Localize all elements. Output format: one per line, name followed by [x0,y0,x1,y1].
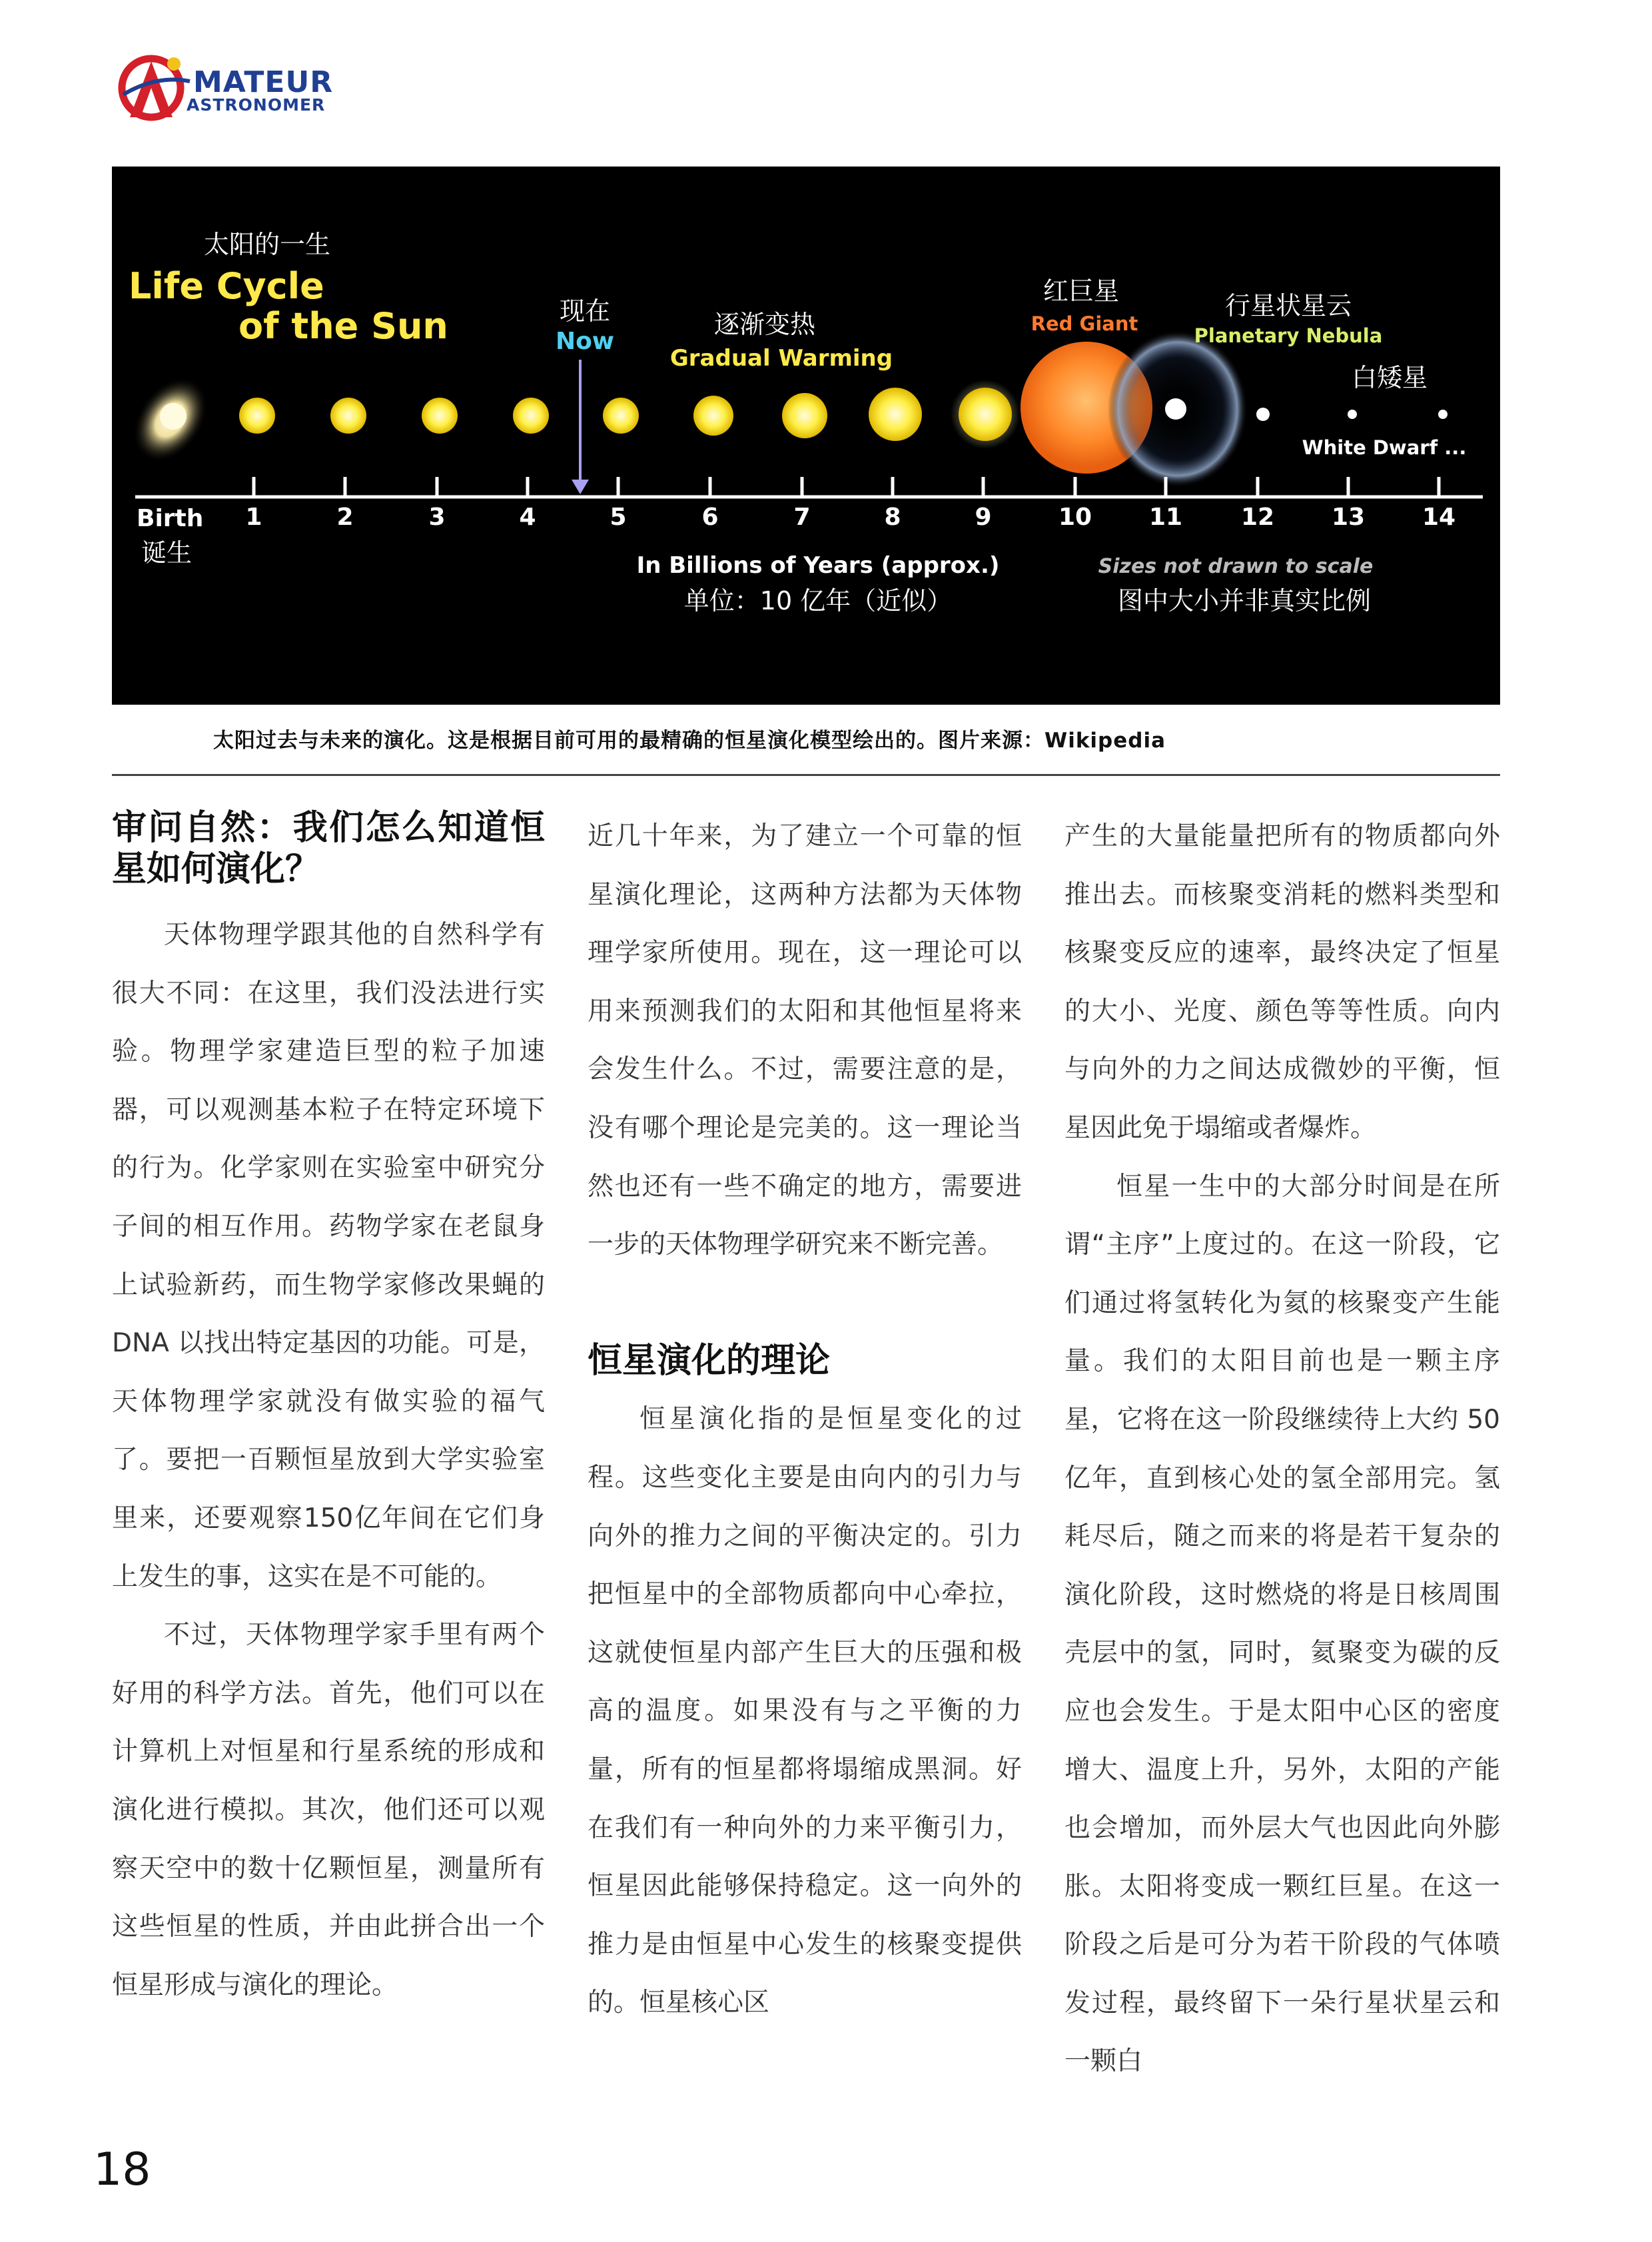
scale-note-cn: 图中大小并非真实比例 [1117,586,1372,615]
figure-title-en-2: of the Sun [238,305,448,347]
nebula-label-en: Planetary Nebula [1194,324,1383,347]
paragraph: 产生的大量能量把所有的物质都向外推出去。而核聚变消耗的燃料类型和核聚变反应的速率，最终决定了恒星的大小、光度、颜色等等性质。向内与向外的力之间达成微妙的平衡，恒星因此免于塌缩或者爆炸。 [1064,821,1500,1143]
star-5 [603,398,639,434]
nebula-label-cn: 行星状星云 [1224,291,1352,320]
now-label-cn: 现在 [559,296,611,326]
page-number: 18 [93,2143,151,2196]
tick-label-2: 2 [336,504,354,531]
tick-label-14: 14 [1422,504,1456,531]
star-3 [422,398,458,434]
axis-label-en: In Billions of Years (approx.) [636,552,1000,579]
star-1 [239,398,275,434]
star-2 [330,398,366,434]
life-cycle-figure [112,167,1500,705]
white-dwarf-3 [1438,410,1447,419]
tick-label-4: 4 [519,504,536,531]
star-9 [951,380,1020,449]
red-giant-label-cn: 红巨星 [1042,276,1120,306]
now-label-en: Now [555,328,615,355]
logo-wordmark: MATEUR [193,65,334,99]
star-4 [513,398,549,434]
figure-title-cn: 太阳的一生 [204,230,331,259]
text-column-2 [588,807,1022,2032]
birth-label-cn: 诞生 [141,538,193,567]
tick-label-12: 12 [1240,504,1275,531]
red-giant-label-en: Red Giant [1031,312,1138,335]
birth-cloud [118,363,224,476]
tick-label-10: 10 [1058,504,1092,531]
warming-label-cn: 逐渐变热 [713,310,816,339]
tick-label-11: 11 [1148,504,1183,531]
tick-label-13: 13 [1331,504,1366,531]
paragraph: 天体物理学跟其他的自然科学有很大不同：在这里，我们没法进行实验。物理学家建造巨型的粒子加速器，可以观测基本粒子在特定环境下的行为。化学家则在实验室中研究分子间的相互作用。药物学家在老鼠身上试验新药，而生物学家修改果蝇的 DNA 以找出特定基因的功能。可是，天体物理学家就没有做实验的福气了。要把一百颗恒星放到大学实验室里来，还要观察150亿年间在它们身上发生的事，这实在是不可能的。 [112,920,545,1592]
tick-label-3: 3 [428,504,446,531]
paragraph: 不过，天体物理学家手里有两个好用的科学方法。首先，他们可以在计算机上对恒星和行星系统的形成和演化进行模拟。其次，他们还可以观察天空中的数十亿颗恒星，测量所有这些恒星的性质，并由此拼合出一个恒星形成与演化的理论。 [112,1620,545,2000]
paragraph: 近几十年来，为了建立一个可靠的恒星演化理论，这两种方法都为天体物理学家所使用。现在，这一理论可以用来预测我们的太阳和其他恒星将来会发生什么。不过，需要注意的是，没有哪个理论是完美的。这一理论当然也还有一些不确定的地方，需要进一步的天体物理学研究来不断完善。 [588,821,1022,1260]
warming-label-en: Gradual Warming [669,345,893,372]
dwarf-label-en: White Dwarf ... [1302,436,1467,459]
white-dwarf-2 [1348,410,1357,419]
dwarf-label-cn: 白矮星 [1351,363,1428,392]
text-column-3 [1064,807,1500,2091]
logo-subtitle: ASTRONOMER [187,95,326,115]
figure-title-en-1: Life Cycle [129,265,324,307]
star-7 [782,393,827,438]
planetary-nebula [1108,330,1248,488]
scale-note-en: Sizes not drawn to scale [1098,555,1374,578]
tick-label-8: 8 [884,504,901,531]
white-dwarf-1 [1256,408,1270,421]
axis-label-cn: 单位：10 亿年（近似） [683,586,953,615]
tick-label-1: 1 [245,504,262,531]
timeline-ticks [254,477,1439,497]
tick-label-5: 5 [610,504,627,531]
section-heading-1: 审问自然：我们怎么知道恒星如何演化？ [112,808,545,889]
figure-caption: 太阳过去与未来的演化。这是根据目前可用的最精确的恒星演化模型绘出的。图片来源：Wikipedia [213,729,1166,753]
section-heading-2: 恒星演化的理论 [588,1340,831,1381]
divider-rule [112,774,1500,776]
text-column-1 [112,807,545,2014]
tick-label-9: 9 [975,504,992,531]
paragraph: 恒星一生中的大部分时间是在所谓“主序”上度过的。在这一阶段，它们通过将氢转化为氦的核聚变产生能量。我们的太阳目前也是一颗主序星，它将在这一阶段继续待上大约 50 亿年，直到核心处的氢全部用完。氢耗尽后，随之而来的将是若干复杂的演化阶段，这时燃烧的将是日核周围壳层中的氢，同时，氦聚变为碳的反应也会发生。于是太阳中心区的密度增大、温度上升，另外，太阳的产能也会增加，而外层大气也因此向外膨胀。太阳将变成一颗红巨星。在这一阶段之后是可分为若干阶段的气体喷发过程，最终留下一朵行星状星云和一颗白 [1064,1171,1500,2077]
star-8 [869,388,922,441]
paragraph: 恒星演化指的是恒星变化的过程。这些变化主要是由向内的引力与向外的推力之间的平衡决定的。引力把恒星中的全部物质都向中心牵拉，这就使恒星内部产生巨大的压强和极高的温度。如果没有与之平衡的力量，所有的恒星都将塌缩成黑洞。好在我们有一种向外的力来平衡引力，恒星因此能够保持稳定。这一向外的推力是由恒星中心发生的核聚变提供的。恒星核心区 [588,1404,1022,2018]
star-6 [693,396,733,436]
tick-label-6: 6 [701,504,719,531]
birth-label-en: Birth [137,505,204,532]
tick-label-7: 7 [793,504,811,531]
